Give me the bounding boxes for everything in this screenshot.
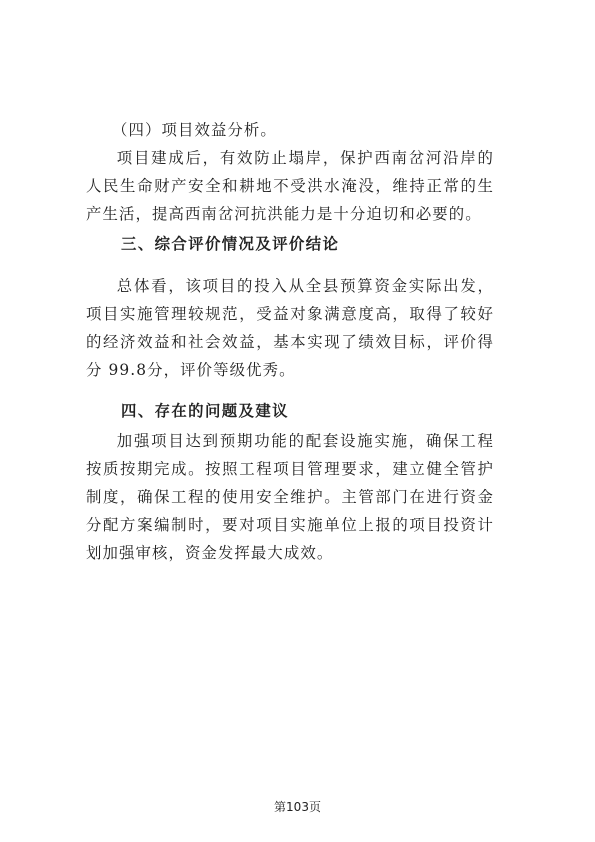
section-three-heading: 三、综合评价情况及评价结论 xyxy=(121,235,340,253)
section-three-body: 总体看，该项目的投入从全县预算资金实际出发，项目实施管理较规范，受益对象满意度高，取得了较好的经济效益和社会效益，基本实现了绩效目标，评价得分 99.8分，评价等级优秀。 xyxy=(86,277,494,379)
section-4-body: 项目建成后，有效防止塌岸，保护西南岔河沿岸的人民生命财产安全和耕地不受洪水淹没，维持正常的生产生活，提高西南岔河抗洪能力是十分迫切和必要的。 xyxy=(86,149,494,223)
page-number: 第103页 xyxy=(274,800,321,814)
section-four-heading: 四、存在的问题及建议 xyxy=(121,402,289,420)
section-4-title: （四）项目效益分析。 xyxy=(112,121,277,139)
section-four-body: 加强项目达到预期功能的配套设施实施，确保工程按质按期完成。按照工程项目管理要求，建立健全管护制度，确保工程的使用安全维护。主管部门在进行资金分配方案编制时，要对项目实施单位上报的项目投资计划加强审核，资金发挥最大成效。 xyxy=(86,432,494,562)
